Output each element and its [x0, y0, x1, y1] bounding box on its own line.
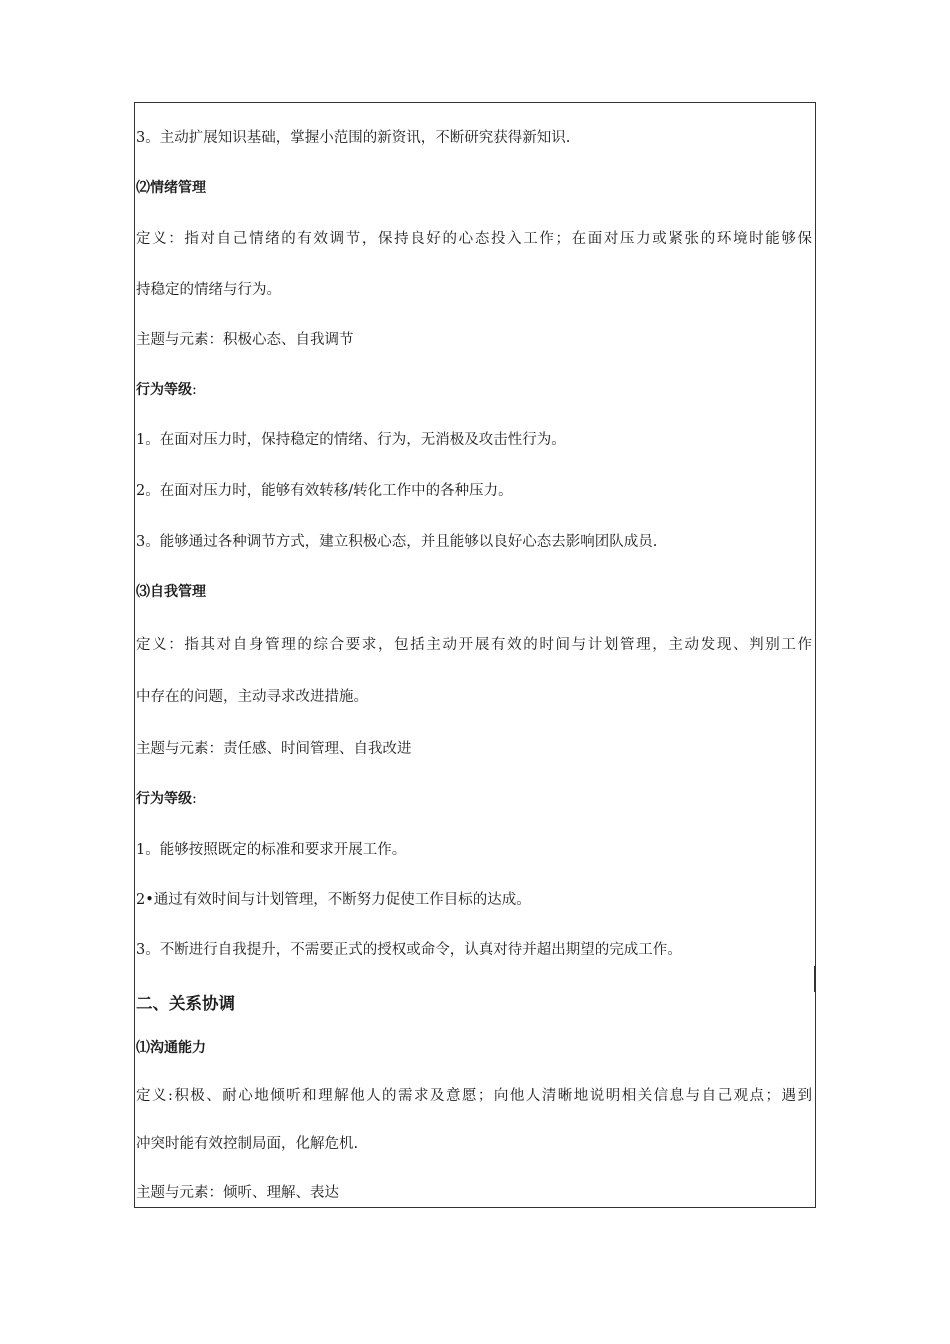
communication-definition-line-1: 定义:积极、耐心地倾听和理解他人的需求及意愿；向他人清晰地说明相关信息与自己观点；遇到 [136, 1088, 812, 1104]
communication-definition-line-2: 冲突时能有效控制局面，化解危机. [136, 1136, 359, 1152]
self-levels-label [136, 789, 812, 809]
emotion-definition-line-1: 定义：指对自己情绪的有效调节，保持良好的心态投入工作；在面对压力或紧张的环境时能够保 [136, 231, 812, 247]
self-definition-line-2: 中存在的问题，主动寻求改进措施。 [136, 689, 368, 705]
communication-heading: ⑴沟通能力 [136, 1040, 206, 1056]
border-mark [814, 966, 816, 992]
self-level-1: 1。能够按照既定的标准和要求开展工作。 [136, 842, 407, 858]
emotion-theme: 主题与元素：积极心态、自我调节 [136, 332, 354, 348]
emotion-level-2: 2。在面对压力时，能够有效转移/转化工作中的各种压力。 [136, 483, 513, 499]
levels-label-colon: : [192, 382, 197, 398]
self-definition-line-1: 定义：指其对自身管理的综合要求，包括主动开展有效的时间与计划管理，主动发现、判别工作 [136, 637, 812, 653]
knowledge-level-3: 3。主动扩展知识基础，掌握小范围的新资讯，不断研究获得新知识. [136, 130, 571, 146]
relations-section-title: 二、关系协调 [136, 994, 235, 1013]
emotion-level-3: 3。能够通过各种调节方式，建立积极心态，并且能够以良好心态去影响团队成员. [136, 534, 658, 550]
self-management-heading: ⑶自我管理 [136, 584, 206, 600]
self-level-2: 2•通过有效时间与计划管理，不断努力促使工作目标的达成。 [136, 892, 531, 908]
levels-label-text: 行为等级 [136, 382, 192, 398]
levels-label-colon: : [192, 791, 197, 807]
emotion-level-1: 1。在面对压力时，保持稳定的情绪、行为，无消极及攻击性行为。 [136, 432, 566, 448]
levels-label-text: 行为等级 [136, 791, 192, 807]
communication-theme: 主题与元素：倾听、理解、表达 [136, 1185, 339, 1201]
self-level-3: 3。不断进行自我提升，不需要正式的授权或命令，认真对待并超出期望的完成工作。 [136, 942, 682, 958]
emotion-levels-label [136, 380, 812, 400]
emotion-definition-line-2: 持稳定的情绪与行为。 [136, 282, 281, 298]
emotion-management-heading: ⑵情绪管理 [136, 180, 206, 196]
self-theme: 主题与元素：责任感、时间管理、自我改进 [136, 741, 412, 757]
